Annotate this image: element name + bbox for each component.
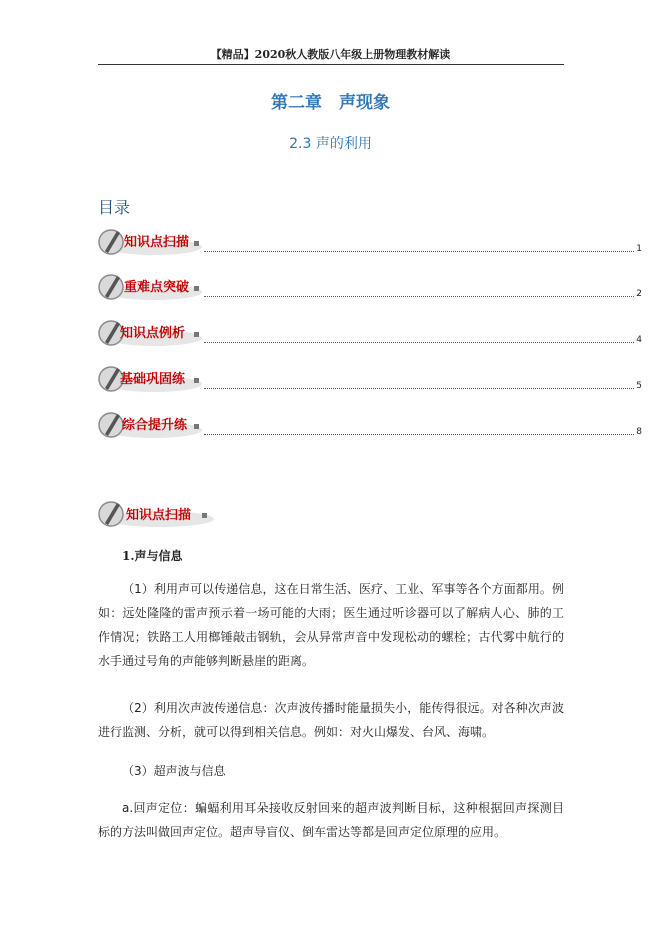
point-title: 1.声与信息: [122, 549, 183, 563]
paragraph: （2）利用次声波传递信息：次声波传播时能量损失小，能传得很远。对各种次声波进行监测、分析，就可以得到相关信息。例如：对火山爆发、台风、海啸。: [98, 701, 564, 739]
toc-leader: [204, 388, 634, 389]
toc-entry-label: 重难点突破: [124, 280, 190, 295]
toc-leader: [204, 296, 634, 297]
paragraph: （1）利用声可以传递信息，这在日常生活、医疗、工业、军事等各个方面都用。例如：远处隆隆的雷声预示着一场可能的大雨；医生通过听诊器可以了解病人心、肺的工作情况；铁路工人用榔锤敲击钢轨，会从异常声音中发现松动的螺栓；古代雾中航行的水手通过号角的声能够判断悬崖的距离。: [98, 582, 564, 668]
toc-entry-label: 知识点扫描: [124, 235, 190, 250]
toc-entry-label: 知识点例析: [120, 326, 186, 341]
paragraph: a.回声定位：蝙蝠利用耳朵接收反射回来的超声波判断目标，这种根据回声探测目标的方法叫做回声定位。超声导盲仪、倒车雷达等都是回声定位原理的应用。: [98, 801, 564, 839]
section-badge: [98, 497, 218, 531]
toc-leader: [204, 251, 634, 252]
toc-page-number: 5: [636, 381, 642, 391]
section-badge-label: 知识点扫描: [126, 508, 192, 523]
toc-page-number: 1: [636, 244, 642, 254]
toc-entry[interactable]: [98, 270, 642, 306]
toc-entry[interactable]: [98, 362, 642, 398]
toc-page-number: 4: [636, 335, 642, 345]
chapter-title: 第二章 声现象: [271, 93, 390, 113]
toc-entry[interactable]: [98, 225, 642, 261]
toc-page-number: 2: [636, 289, 642, 299]
toc-page-number: 8: [636, 427, 642, 437]
section-title: 2.3 声的利用: [289, 136, 372, 152]
toc-heading: 目录: [98, 198, 131, 217]
paragraph: （3）超声波与信息: [122, 764, 226, 778]
toc-entry-label: 综合提升练: [122, 418, 188, 433]
toc-entry[interactable]: [98, 408, 642, 444]
page-header: 【精品】2020秋人教版八年级上册物理教材解读: [210, 48, 451, 61]
toc-entry-label: 基础巩固练: [120, 372, 186, 387]
toc-entry[interactable]: [98, 316, 642, 352]
toc-leader: [204, 342, 634, 343]
toc-leader: [204, 434, 634, 435]
header-divider: [98, 64, 564, 65]
